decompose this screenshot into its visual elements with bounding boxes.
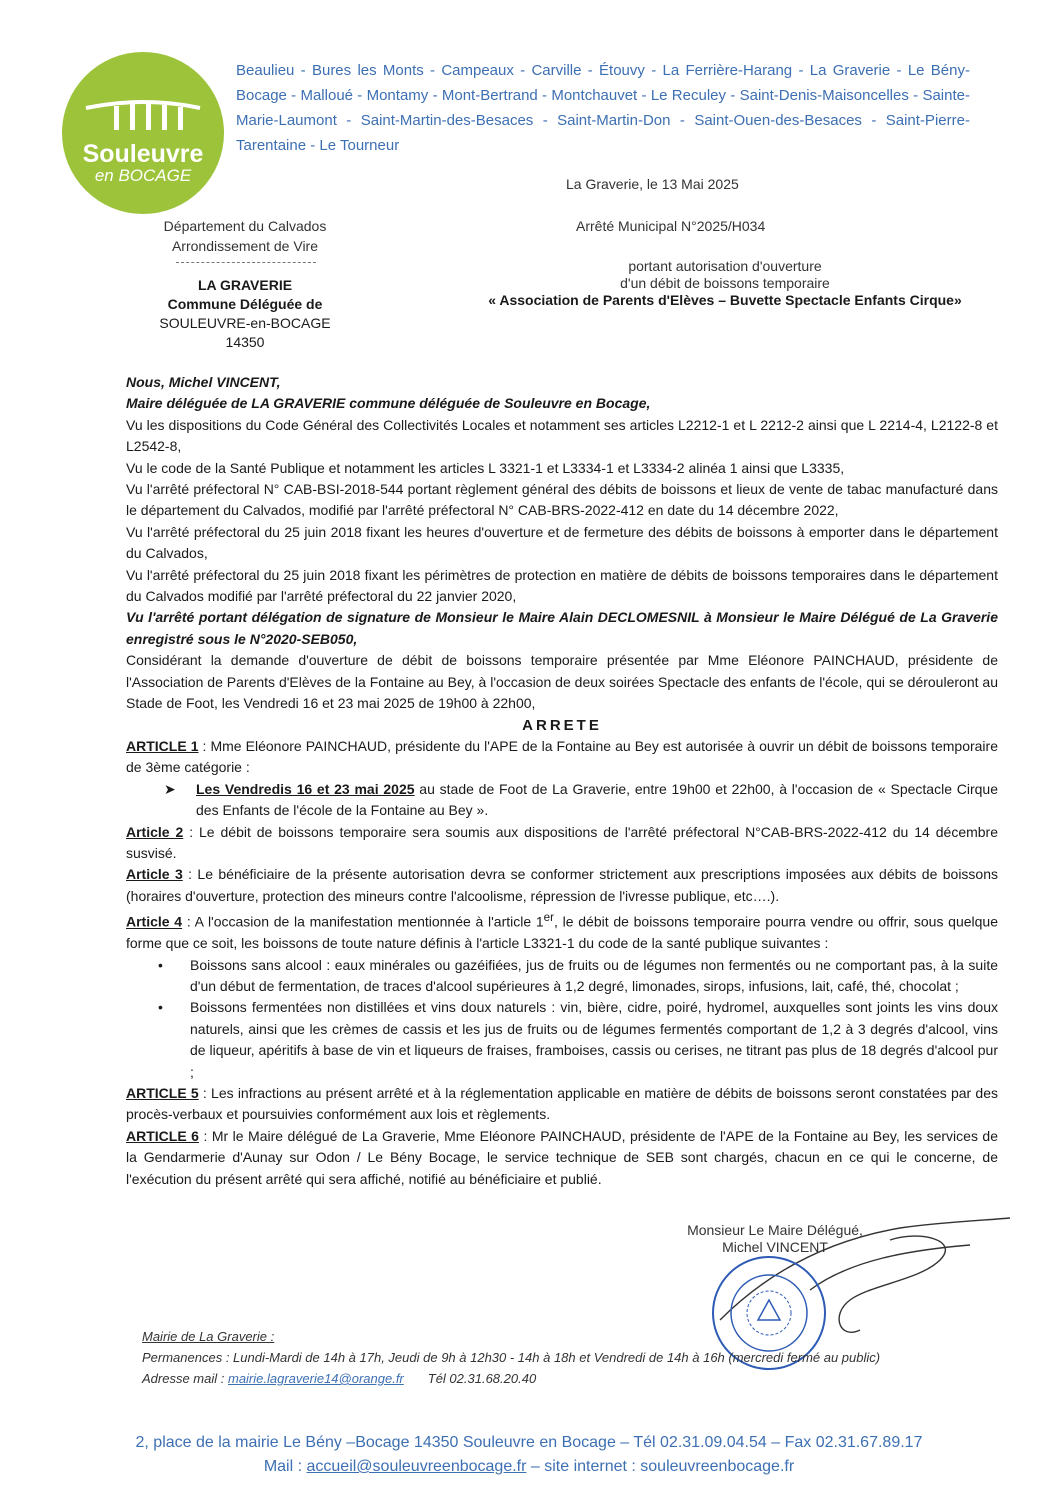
commune-item: Mont-Bertrand <box>441 87 538 104</box>
article-5-label: ARTICLE 5 <box>126 1085 199 1102</box>
commune-item: Malloué <box>300 87 353 104</box>
commune-separator: - <box>533 112 558 129</box>
mail-label: Adresse mail : <box>142 1371 228 1386</box>
department-block <box>150 216 340 256</box>
article-4-bullet-2 <box>126 997 998 1083</box>
footer-address: 2, place de la mairie Le Bény –Bocage 14350 Souleuvre en Bocage – Tél 02.31.09.04.54 – Fax 02.31.67.89.17 <box>135 1434 923 1451</box>
commune-block <box>140 276 350 352</box>
arrete-title: ARRETE <box>522 716 602 734</box>
commune-separator: - <box>428 87 442 104</box>
commune-separator: - <box>890 62 908 79</box>
arrondissement-line: Arrondissement de Vire <box>171 238 319 254</box>
document-body <box>126 372 998 1190</box>
subject-line-1: portant autorisation d'ouverture <box>628 258 822 274</box>
article-1-item-text: au stade de Foot de La Graverie, entre 19h00 et 22h00, à l'occasion de « Spectacle Cirque des Enfants de l'école de la Fontaine au Bey ». <box>196 780 998 819</box>
commune-separator: - <box>670 112 695 129</box>
commune-separator: - <box>644 62 663 79</box>
arrete-number: Arrêté Municipal N°2025/H034 <box>576 218 766 234</box>
article-1 <box>126 736 998 779</box>
nous-line: Nous, Michel VINCENT, <box>126 374 281 390</box>
permanences: Permanences : Lundi-Mardi de 14h à 17h, Jeudi de 9h à 12h30 - 14h à 18h et Vendredi de 14h à 16h (mercredi fermé au public) <box>142 1350 881 1365</box>
vu-3: Vu l'arrêté préfectoral N° CAB-BSI-2018-544 portant règlement général des débits de boissons et lieux de vente de tabac manufacturé dans le département du Calvados, modifié par l'arrêté préfectoral N° CAB-BRS-2022-412 en date du 14 décembre 2022, <box>126 481 998 519</box>
commune-item: Carville <box>531 62 582 79</box>
article-4 <box>126 907 998 954</box>
vu-1: Vu les dispositions du Code Général des Collectivités Locales et notamment ses articles L2212-1 et L 2212-2 ainsi que L 2214-4, L2122-8 et L2542-8, <box>126 416 998 455</box>
article-1-dates: Les Vendredis 16 et 23 mai 2025 <box>196 780 415 797</box>
article-4-bullet-1 <box>126 955 998 998</box>
footer-mail-label: Mail : <box>263 1458 307 1475</box>
divider <box>176 262 316 263</box>
article-4-text-a: : A l'occasion de la manifestation mentionnée à l'article 1 <box>182 913 544 930</box>
commune-item: Le Tourneur <box>319 137 400 154</box>
commune-separator: - <box>908 87 923 104</box>
commune-item: Montchauvet <box>551 87 638 104</box>
article-4-bullet-1-text: Boissons sans alcool : eaux minérales ou gazéifiées, jus de fruits ou de légumes non fermentés ou ne comportant pas, à la suite d'un début de fermentation, de traces d'alcool supérieures à 1,2 degré, limonades, sirops, infusions, lait, café, thé, chocolat ; <box>190 956 998 995</box>
logo-text-main: Souleuvre <box>82 140 204 168</box>
commune-item: Campeaux <box>441 62 514 79</box>
commune-separator: - <box>353 87 367 104</box>
article-6 <box>126 1126 998 1190</box>
vu-5: Vu l'arrêté préfectoral du 25 juin 2018 fixant les périmètres de protection en matière de débits de boissons temporaires dans le département du Calvados modifié par l'arrêté préfectoral du 22 janvier 2020, <box>126 566 998 605</box>
commune-separator: - <box>537 87 552 104</box>
commune-separator: - <box>637 87 651 104</box>
arrow-bullet-icon: ➤ <box>164 780 176 797</box>
article-5-text: : Les infractions au présent arrêté et à la réglementation applicable en matière de débits de boissons seront constatées par des procès-verbaux et poursuivies conformément aux lois et règlements. <box>126 1085 998 1123</box>
logo-bridge-icon <box>84 94 202 134</box>
vu-2: Vu le code de la Santé Publique et notamment les articles L 3321-1 et L3334-1 et L3334-2 alinéa 1 ainsi que L3335, <box>126 459 845 476</box>
mairie-title: Mairie de La Graverie : <box>142 1329 275 1344</box>
commune-item: Saint-Ouen-des-Besaces <box>694 112 862 129</box>
commune-item: Bures les Monts <box>311 62 424 79</box>
commune-separator: - <box>792 62 810 79</box>
mairie-mail-link[interactable]: mairie.lagraverie14@orange.fr <box>227 1371 404 1386</box>
article-5 <box>126 1083 998 1126</box>
article-4-bullet-2-text: Boissons fermentées non distillées et vins doux naturels : vin, bière, cidre, poiré, hydromel, auxquelles sont joints les vins doux naturels, ainsi que les crèmes de cassis et les jus de fruits ou de légumes fermentés comportant de 1,2 à 3 degrés d'alcool, vins de liqueur, apéritifs à base de vin et liqueurs de fraises, framboises, cassis ou cerises, ne titrant pas plus de 18 degrés d'alcool pur ; <box>190 999 998 1080</box>
article-6-text: : Mr le Maire délégué de La Graverie, Mme Eléonore PAINCHAUD, présidente de l'APE de la Fontaine au Bey, les services de la Gendarmerie d'Aunay sur Odon / Le Bény Bocage, le service technique de SEB sont chargés, chacun en ce qui le concerne, de l'exécution du présent arrêté qui sera affiché, notifié au bénéficiaire et publié. <box>126 1127 999 1187</box>
commune-separator: - <box>294 62 312 79</box>
commune-separator: - <box>861 112 886 129</box>
bullet-icon: • <box>158 999 163 1016</box>
commune-item: Le Bény-Bocage <box>236 62 970 104</box>
commune-item: Sainte-Marie-Laumont <box>236 87 970 129</box>
communes-list <box>236 58 970 158</box>
article-1-item <box>126 779 998 822</box>
article-4-sup: er <box>543 911 555 925</box>
commune-item: La Ferrière-Harang <box>662 62 793 79</box>
bullet-icon: • <box>158 956 163 973</box>
commune-separator: - <box>336 112 361 129</box>
commune-separator: - <box>286 87 301 104</box>
commune-item: Le Reculey <box>650 87 727 104</box>
souleuvre-logo <box>62 52 224 214</box>
article-2-text: : Le débit de boissons temporaire sera soumis aux dispositions de l'arrêté préfectoral N°CAB-BRS-2022-412 du 14 décembre susvisé. <box>126 823 999 861</box>
logo-text-sub: en BOCAGE <box>94 166 192 185</box>
article-1-text: : Mme Eléonore PAINCHAUD, présidente du l'APE de la Fontaine au Bey est autorisée à ouvrir un débit de boissons temporaire de 3ème catégorie : <box>126 737 998 776</box>
signature-title: Monsieur Le Maire Délégué, <box>687 1222 863 1238</box>
commune-item: Saint-Martin-des-Besaces <box>360 112 534 129</box>
place-date: La Graverie, le 13 Mai 2025 <box>566 176 739 192</box>
footer-contact <box>0 1454 1058 1479</box>
commune-parent: SOULEUVRE-en-BOCAGE <box>159 315 331 331</box>
mairie-tel: Tél 02.31.68.20.40 <box>427 1371 537 1386</box>
commune-separator: - <box>513 62 532 79</box>
article-4-label: Article 4 <box>126 913 183 930</box>
mairie-info <box>142 1326 972 1389</box>
commune-subtitle: Commune Déléguée de <box>167 296 323 312</box>
article-3 <box>126 864 998 907</box>
article-6-label: ARTICLE 6 <box>126 1127 199 1144</box>
commune-postcode: 14350 <box>225 334 265 350</box>
commune-item: Montamy <box>366 87 429 104</box>
vu-4: Vu l'arrêté préfectoral du 25 juin 2018 fixant les heures d'ouverture et de fermeture des débits de boissons à emporter dans le département du Calvados, <box>126 523 998 562</box>
maire-line: Maire déléguée de LA GRAVERIE commune déléguée de Souleuvre en Bocage, <box>126 395 651 412</box>
subject-line-2: d'un débit de boissons temporaire <box>620 275 830 291</box>
footer-mail-link[interactable]: accueil@souleuvreenbocage.fr <box>306 1458 527 1475</box>
commune-item: La Graverie <box>809 62 891 79</box>
commune-separator: - <box>423 62 442 79</box>
commune-item: Beaulieu <box>236 62 295 79</box>
article-2-label: Article 2 <box>126 823 184 840</box>
article-4-text-b: , le débit de boissons temporaire pourra vendre ou offrir, sous quelque forme que ce soit, les boissons de toute nature définis à l'article L3321-1 du code de la santé publique suivantes : <box>126 913 998 952</box>
commune-name: LA GRAVERIE <box>197 277 293 293</box>
considerant: Considérant la demande d'ouverture de débit de boissons temporaire présentée par Mme Eléonore PAINCHAUD, présidente de l'Association de Parents d'Elèves de la Fontaine au Bey, à l'occasion de deux soirées Spectacle des enfants de l'école, qui se dérouleront au Stade de Foot, les Vendredi 16 et 23 mai 2025 de 19h00 à 22h00, <box>126 652 998 712</box>
commune-separator: - <box>726 87 740 104</box>
department-line: Département du Calvados <box>163 218 327 234</box>
commune-item: Étouvy <box>599 62 645 79</box>
article-3-text: : Le bénéficiaire de la présente autorisation devra se conformer strictement aux prescriptions imposées aux débits de boissons (horaires d'ouverture, protection des mineurs contre l'alcoolisme, répression de l'ivresse publique, etc….). <box>126 866 998 904</box>
article-2 <box>126 822 998 865</box>
footer-site: – site internet : souleuvreenbocage.fr <box>526 1458 795 1475</box>
signature-name: Michel VINCENT <box>722 1239 828 1255</box>
subject-block <box>450 258 1000 309</box>
commune-separator: - <box>581 62 600 79</box>
article-3-label: Article 3 <box>126 866 183 883</box>
article-1-label: ARTICLE 1 <box>126 737 199 754</box>
vu-6: Vu l'arrêté portant délégation de signature de Monsieur le Maire Alain DECLOMESNIL à Monsieur le Maire Délégué de La Graverie enregistré sous le N°2020-SEB050, <box>126 609 998 647</box>
subject-line-3: « Association de Parents d'Elèves – Buvette Spectacle Enfants Cirque» <box>488 292 962 308</box>
commune-separator: - <box>306 137 320 154</box>
commune-item: Saint-Martin-Don <box>557 112 671 129</box>
commune-item: Saint-Pierre-Tarentaine <box>236 112 970 154</box>
commune-item: Saint-Denis-Maisoncelles <box>739 87 909 104</box>
